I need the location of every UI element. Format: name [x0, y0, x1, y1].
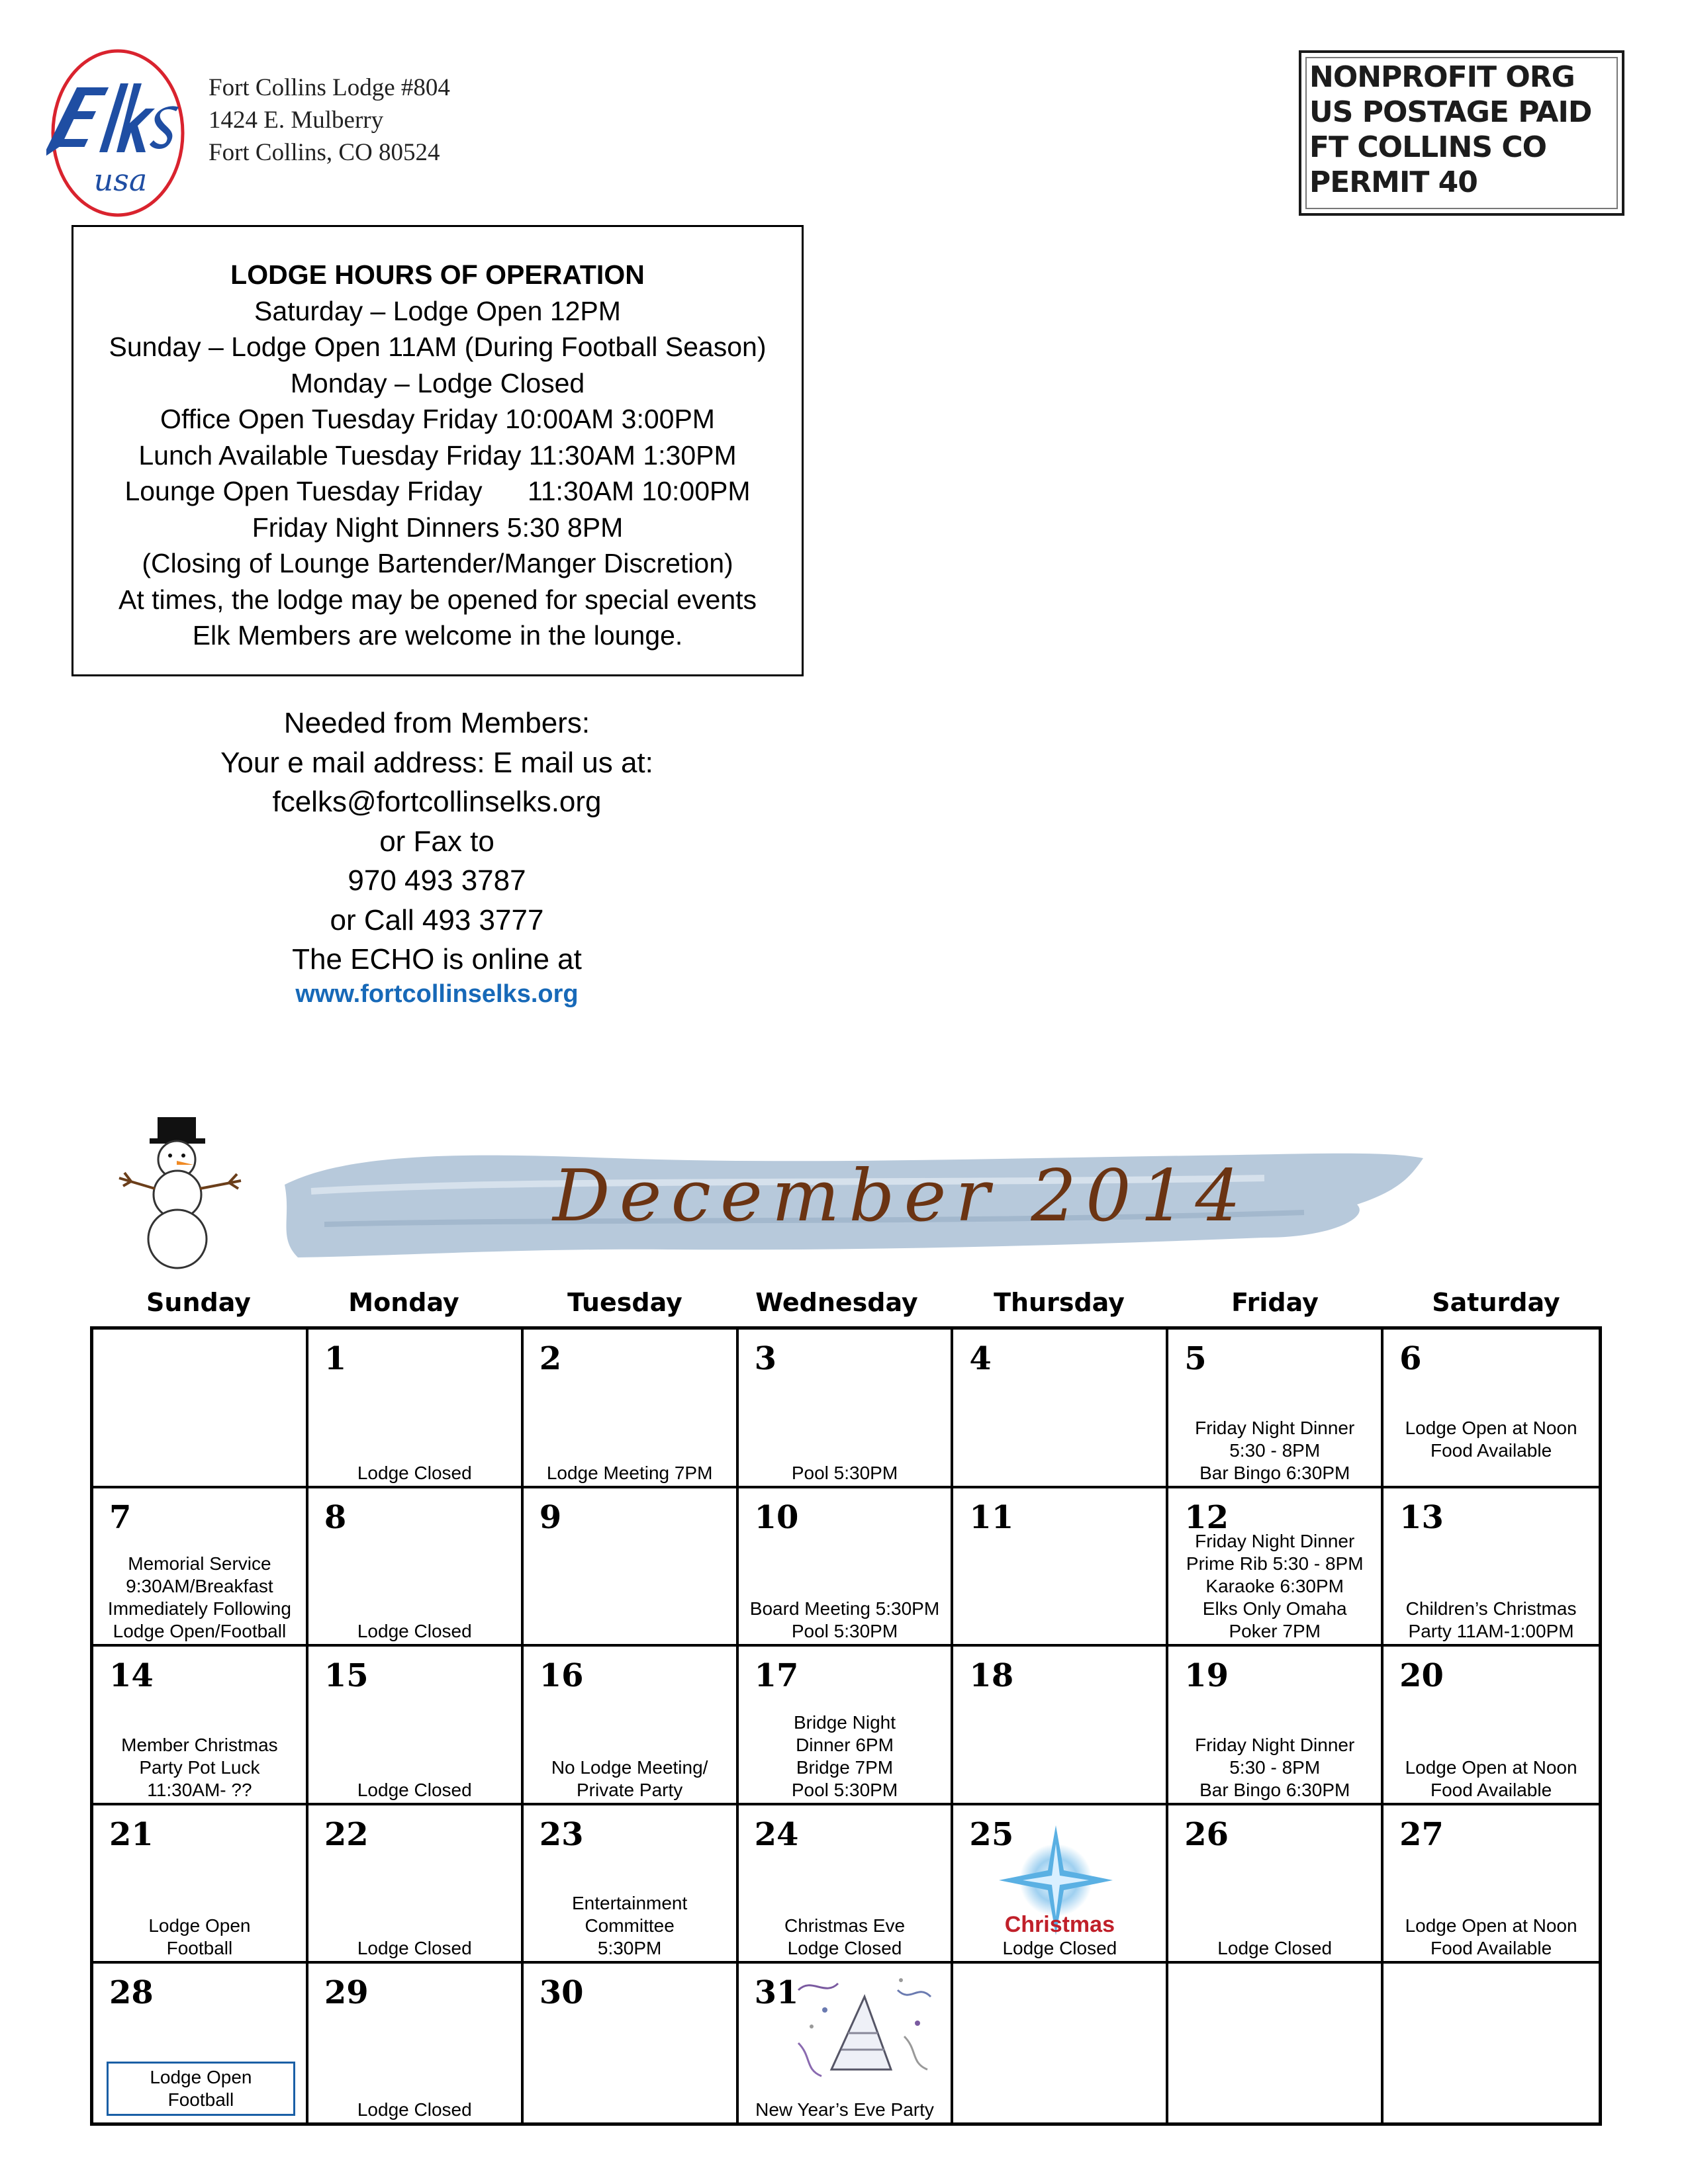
- hours-line: Monday – Lodge Closed: [290, 367, 585, 398]
- calendar-empty-cell: [1168, 1964, 1383, 2122]
- day-events: [530, 1756, 729, 1801]
- members-needed-section: [132, 704, 741, 1009]
- day-events: [315, 2099, 514, 2121]
- calendar-day-29: [308, 1964, 524, 2122]
- day-number: 15: [324, 1657, 369, 1695]
- calendar-day-3: [739, 1330, 954, 1488]
- address-line: 1424 E. Mulberry: [209, 107, 384, 134]
- calendar-day-13: [1383, 1488, 1599, 1647]
- day-number: 21: [109, 1815, 154, 1853]
- day-events: [1390, 1417, 1592, 1484]
- day-events: [1175, 1734, 1374, 1801]
- event-line: Friday Night Dinner: [1195, 1734, 1355, 1755]
- day-events: [100, 1734, 299, 1801]
- day-events: [745, 1462, 945, 1484]
- event-line: Lodge Meeting 7PM: [546, 1462, 713, 1483]
- day-events: [1390, 1598, 1592, 1643]
- hours-line: (Closing of Lounge Bartender/Manger Discretion): [142, 548, 733, 578]
- day-number: 23: [539, 1815, 584, 1853]
- event-line: Entertainment: [571, 1893, 688, 1914]
- event-line: Lodge Open: [150, 2067, 252, 2087]
- postage-line: FT COLLINS CO: [1309, 130, 1547, 164]
- event-line: Board Meeting 5:30PM: [749, 1598, 940, 1619]
- calendar-grid: [90, 1326, 1602, 2126]
- event-line: Elks Only Omaha: [1202, 1598, 1347, 1619]
- day-events: [745, 1598, 945, 1643]
- day-number: 2: [539, 1340, 562, 1377]
- calendar-day-16: [524, 1647, 739, 1805]
- day-header-wednesday: Wednesday: [755, 1288, 918, 1317]
- phone-number: or Call 493 3777: [330, 903, 544, 936]
- day-header-monday: Monday: [348, 1288, 459, 1317]
- day-header-tuesday: Tuesday: [567, 1288, 682, 1317]
- event-line: Lodge Closed: [787, 1938, 902, 1959]
- members-line: or Fax to: [379, 825, 494, 858]
- day-number: 13: [1399, 1498, 1444, 1536]
- calendar-day-20: [1383, 1647, 1599, 1805]
- event-line: Children’s Christmas: [1405, 1598, 1577, 1619]
- day-number: 31: [754, 1974, 799, 2012]
- event-line: Party 11AM-1:00PM: [1408, 1621, 1574, 1642]
- day-events: [1175, 1937, 1374, 1960]
- calendar-day-24: [739, 1805, 954, 1964]
- event-line: Lodge Closed: [1217, 1938, 1333, 1959]
- event-line: Food Available: [1430, 1779, 1552, 1800]
- calendar-day-17: [739, 1647, 954, 1805]
- day-number: 5: [1184, 1340, 1207, 1377]
- calendar-day-22: [308, 1805, 524, 1964]
- day-number: 11: [969, 1498, 1014, 1536]
- calendar-day-5: [1168, 1330, 1383, 1488]
- hours-line: Lunch Available Tuesday Friday 11:30AM 1:30PM: [138, 439, 737, 471]
- event-line: Lodge Closed: [357, 1779, 472, 1800]
- calendar-empty-cell: [953, 1964, 1168, 2122]
- postage-line: NONPROFIT ORG: [1309, 60, 1575, 94]
- day-events: [745, 1711, 945, 1801]
- day-events: [530, 1462, 729, 1484]
- day-events: [100, 1915, 299, 1960]
- day-number: 3: [754, 1340, 776, 1377]
- hours-title: LODGE HOURS OF OPERATION: [230, 259, 645, 290]
- calendar-day-12: [1168, 1488, 1383, 1647]
- event-line: 5:30 - 8PM: [1229, 1439, 1321, 1461]
- day-number: 8: [324, 1498, 347, 1536]
- day-number: 4: [969, 1340, 992, 1377]
- calendar-day-11: [953, 1488, 1168, 1647]
- lodge-address: [209, 71, 450, 169]
- day-events: [960, 1912, 1159, 1960]
- event-line: Memorial Service: [128, 1553, 271, 1574]
- day-number: 27: [1399, 1815, 1444, 1853]
- event-line: Lodge Closed: [357, 1938, 472, 1959]
- month-title: December 2014: [553, 1155, 1250, 1238]
- day-number: 20: [1399, 1657, 1444, 1695]
- event-line: Christmas Eve: [784, 1915, 906, 1936]
- event-line: Dinner 6PM: [796, 1734, 894, 1755]
- calendar-day-26: [1168, 1805, 1383, 1964]
- holiday-label: Christmas: [1004, 1912, 1115, 1938]
- event-line: Football: [166, 1938, 233, 1959]
- day-number: 29: [324, 1974, 369, 2012]
- calendar-day-27: [1383, 1805, 1599, 1964]
- calendar-day-10: [739, 1488, 954, 1647]
- day-events: [1390, 1756, 1592, 1801]
- calendar-day-2: [524, 1330, 739, 1488]
- event-line: Friday Night Dinner: [1195, 1531, 1355, 1552]
- hours-line: Elk Members are welcome in the lounge.: [192, 620, 683, 651]
- calendar-day-30: [524, 1964, 739, 2122]
- day-number: 19: [1184, 1657, 1229, 1695]
- calendar-day-21: [93, 1805, 308, 1964]
- event-line: 5:30PM: [597, 1938, 662, 1959]
- day-header-saturday: Saturday: [1432, 1288, 1560, 1317]
- calendar-day-23: [524, 1805, 739, 1964]
- day-number: 24: [754, 1815, 799, 1853]
- day-events: [315, 1779, 514, 1801]
- calendar-day-28: [93, 1964, 308, 2122]
- hours-line: Friday Night Dinners 5:30 8PM: [252, 512, 624, 543]
- day-events: [315, 1462, 514, 1484]
- postage-line: PERMIT 40: [1309, 165, 1477, 199]
- event-line: Pool 5:30PM: [791, 1621, 898, 1642]
- calendar-day-15: [308, 1647, 524, 1805]
- day-number: 28: [109, 1974, 154, 2012]
- event-line: Poker 7PM: [1229, 1621, 1321, 1642]
- day-events: [745, 2099, 945, 2121]
- day-events: [315, 1620, 514, 1643]
- calendar-day-4: [953, 1330, 1168, 1488]
- event-line: New Year’s Eve Party: [755, 2099, 934, 2120]
- calendar-day-14: [93, 1647, 308, 1805]
- day-number: 1: [324, 1340, 347, 1377]
- event-line: Lodge Closed: [1002, 1938, 1117, 1959]
- calendar-day-1: [308, 1330, 524, 1488]
- elks-usa-logo: [46, 46, 189, 220]
- event-line: Food Available: [1430, 1439, 1552, 1461]
- day-number: 9: [539, 1498, 562, 1536]
- day-events: [530, 1892, 729, 1960]
- calendar-day-19: [1168, 1647, 1383, 1805]
- hours-line: At times, the lodge may be opened for special events: [118, 584, 757, 615]
- event-line: Pool 5:30PM: [791, 1779, 898, 1800]
- day-header-friday: Friday: [1231, 1288, 1319, 1317]
- members-line: Your e mail address: E mail us at:: [220, 746, 653, 779]
- calendar-day-6: [1383, 1330, 1599, 1488]
- members-line: Needed from Members:: [283, 707, 590, 739]
- day-events: [1175, 1417, 1374, 1484]
- postage-line: US POSTAGE PAID: [1309, 95, 1592, 129]
- event-line: Lodge Open: [148, 1915, 251, 1936]
- calendar-empty-cell: [93, 1330, 308, 1488]
- day-number: 6: [1399, 1340, 1422, 1377]
- event-line: Lodge Open at Noon: [1405, 1417, 1577, 1438]
- event-line: Friday Night Dinner: [1195, 1417, 1355, 1438]
- address-line: Fort Collins, CO 80524: [209, 139, 440, 166]
- event-line: 9:30AM/Breakfast: [126, 1576, 273, 1597]
- day-number: 22: [324, 1815, 369, 1853]
- event-line: Food Available: [1430, 1938, 1552, 1959]
- hours-line: Office Open Tuesday Friday 10:00AM 3:00PM: [160, 404, 715, 434]
- day-number: 16: [539, 1657, 584, 1695]
- day-number: 18: [969, 1657, 1014, 1695]
- event-line: Bridge Night: [793, 1711, 896, 1733]
- members-line: The ECHO is online at: [292, 943, 582, 976]
- calendar-day-7: [93, 1488, 308, 1647]
- event-line: 11:30AM- ??: [147, 1779, 252, 1800]
- event-line: Lodge Open/Football: [113, 1621, 287, 1642]
- event-line: Lodge Open at Noon: [1405, 1915, 1577, 1936]
- calendar-day-31: [739, 1964, 954, 2122]
- day-number: 10: [754, 1498, 799, 1536]
- calendar-empty-cell: [1383, 1964, 1599, 2122]
- day-events: [107, 2062, 295, 2116]
- calendar-day-18: [953, 1647, 1168, 1805]
- day-events: [315, 1937, 514, 1960]
- event-line: Lodge Closed: [357, 2099, 472, 2120]
- event-line: Bar Bingo 6:30PM: [1199, 1779, 1350, 1800]
- day-header-thursday: Thursday: [994, 1288, 1125, 1317]
- event-line: [1390, 1462, 1592, 1484]
- day-events: [1390, 1915, 1592, 1960]
- website-link[interactable]: www.fortcollinselks.org: [295, 979, 579, 1008]
- event-line: Pool 5:30PM: [791, 1462, 898, 1483]
- event-line: Bar Bingo 6:30PM: [1199, 1462, 1350, 1483]
- day-header-sunday: Sunday: [146, 1288, 251, 1317]
- day-events: [745, 1915, 945, 1960]
- calendar-day-8: [308, 1488, 524, 1647]
- event-line: Football: [167, 2089, 234, 2110]
- hours-line: Lounge Open Tuesday Friday 11:30AM 10:00PM: [124, 476, 751, 506]
- postage-indicia: [1299, 50, 1624, 216]
- snowman-icon: [111, 1112, 257, 1271]
- event-line: Prime Rib 5:30 - 8PM: [1186, 1553, 1364, 1574]
- event-line: Private Party: [576, 1779, 683, 1800]
- event-line: Committee: [585, 1915, 675, 1936]
- event-line: 5:30 - 8PM: [1229, 1756, 1321, 1778]
- day-events: [1175, 1530, 1374, 1643]
- logo-usa-text: usa: [93, 162, 148, 198]
- event-line: Karaoke 6:30PM: [1205, 1576, 1344, 1597]
- event-line: Lodge Closed: [357, 1621, 472, 1642]
- day-number: 30: [539, 1974, 584, 2012]
- party-hat-confetti-icon: [785, 1970, 944, 2089]
- calendar-day-9: [524, 1488, 739, 1647]
- calendar-day-25: [953, 1805, 1168, 1964]
- fax-number: 970 493 3787: [348, 864, 526, 897]
- event-line: Bridge 7PM: [796, 1756, 894, 1778]
- hours-line: Saturday – Lodge Open 12PM: [254, 295, 621, 326]
- hours-line: Sunday – Lodge Open 11AM (During Football Season): [109, 332, 767, 362]
- day-number: 14: [109, 1657, 154, 1695]
- event-line: Lodge Open at Noon: [1405, 1756, 1577, 1778]
- event-line: Lodge Closed: [357, 1462, 472, 1483]
- event-line: Immediately Following: [107, 1598, 291, 1619]
- lodge-hours-box: [71, 225, 804, 676]
- day-number: 17: [754, 1657, 799, 1695]
- email-address: fcelks@fortcollinselks.org: [272, 786, 602, 818]
- address-line: Fort Collins Lodge #804: [209, 74, 450, 101]
- day-number: 7: [109, 1498, 132, 1536]
- day-number: 12: [1184, 1498, 1229, 1536]
- day-events: [100, 1553, 299, 1643]
- event-line: Member Christmas: [121, 1734, 278, 1755]
- day-number: 26: [1184, 1815, 1229, 1853]
- day-number: 25: [969, 1815, 1014, 1853]
- event-line: Party Pot Luck: [139, 1756, 260, 1778]
- event-line: No Lodge Meeting/: [551, 1756, 708, 1778]
